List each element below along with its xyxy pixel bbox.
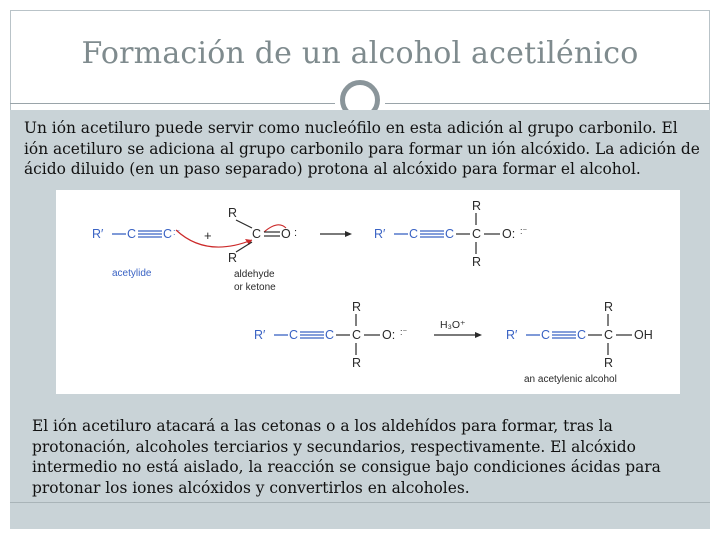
paragraph-conclusion: El ión acetiluro atacará a las cetonas o a los aldehídos para formar, tras la protonación, alcoholes terciarios y secundarios, respectivamente. El alcóxido intermedio no está aislado, la reacción se consigue bajo condiciones ácidas para protonar los iones alcóxidos y convertirlos en alcoholes. <box>32 417 661 497</box>
acetylide-carbon-1: C <box>127 227 137 241</box>
intermediate-r-bottom: R <box>472 255 482 269</box>
acetylide-r-prime: R′ <box>92 227 104 241</box>
alkoxide-carbon-2: C <box>325 328 335 342</box>
alkoxide-r-prime: R′ <box>254 328 266 342</box>
intermediate-r-prime: R′ <box>374 227 386 241</box>
title-divider-left <box>10 103 335 104</box>
product-carbon-2: C <box>577 328 587 342</box>
product-hydroxyl: OH <box>634 328 653 342</box>
alkoxide-carbon-1: C <box>289 328 299 342</box>
reaction-scheme-svg <box>56 190 680 394</box>
alkoxide-carbon-3: C <box>352 328 362 342</box>
alkoxide-charge: :⁻ <box>400 327 408 337</box>
carbonyl-carbon: C <box>252 227 262 241</box>
curved-arrow-attack <box>176 230 252 247</box>
acetylide-anion-charge: :⁻ <box>173 227 181 237</box>
alkoxide-oxygen: O: <box>382 328 396 342</box>
reagent-h3o-plus: H₃O⁺ <box>440 319 466 331</box>
intermediate-carbon-2: C <box>445 227 455 241</box>
plus-sign: + <box>204 228 212 243</box>
reaction-arrow-2-head <box>475 332 482 338</box>
intermediate-alkoxide: O: <box>502 227 516 241</box>
product-r-bottom: R <box>604 356 614 370</box>
acetylide-carbon-2: C <box>163 227 173 241</box>
paragraph-intro: Un ión acetiluro puede servir como nucleófilo en esta adición al grupo carbonilo. El ión acetiluro se adiciona al grupo carbonilo para formar un ión alcóxido. La adición de ácido diluido (en un paso separado) protona al alcóxido para formar el alcohol. <box>24 119 700 178</box>
ketone-label: or ketone <box>234 282 276 293</box>
aldehyde-label: aldehyde <box>234 269 275 280</box>
alkoxide-r-bottom: R <box>352 356 362 370</box>
product-label: an acetylenic alcohol <box>524 374 617 385</box>
bond-line <box>236 220 252 228</box>
product-carbon-3: C <box>604 328 614 342</box>
slide-title: Formación de un alcohol acetilénico <box>81 36 639 71</box>
footer-bar <box>10 502 710 529</box>
title-divider-right <box>385 103 710 104</box>
alkoxide-r-top: R <box>352 300 362 314</box>
carbonyl-r-top: R <box>228 206 238 220</box>
reaction-arrow-1-head <box>345 231 352 237</box>
carbonyl-oxygen: O <box>281 227 291 241</box>
intermediate-carbon-1: C <box>409 227 419 241</box>
product-r-top: R <box>604 300 614 314</box>
reaction-scheme-figure <box>56 190 680 394</box>
oxygen-lone-pairs: : <box>294 227 298 239</box>
intermediate-r-top: R <box>472 199 482 213</box>
acetylide-label: acetylide <box>112 268 152 279</box>
carbonyl-r-bottom: R <box>228 251 238 265</box>
intermediate-carbon-3: C <box>472 227 482 241</box>
intermediate-charge: :⁻ <box>520 226 528 236</box>
product-carbon-1: C <box>541 328 551 342</box>
product-r-prime: R′ <box>506 328 518 342</box>
bond-line <box>236 242 252 252</box>
